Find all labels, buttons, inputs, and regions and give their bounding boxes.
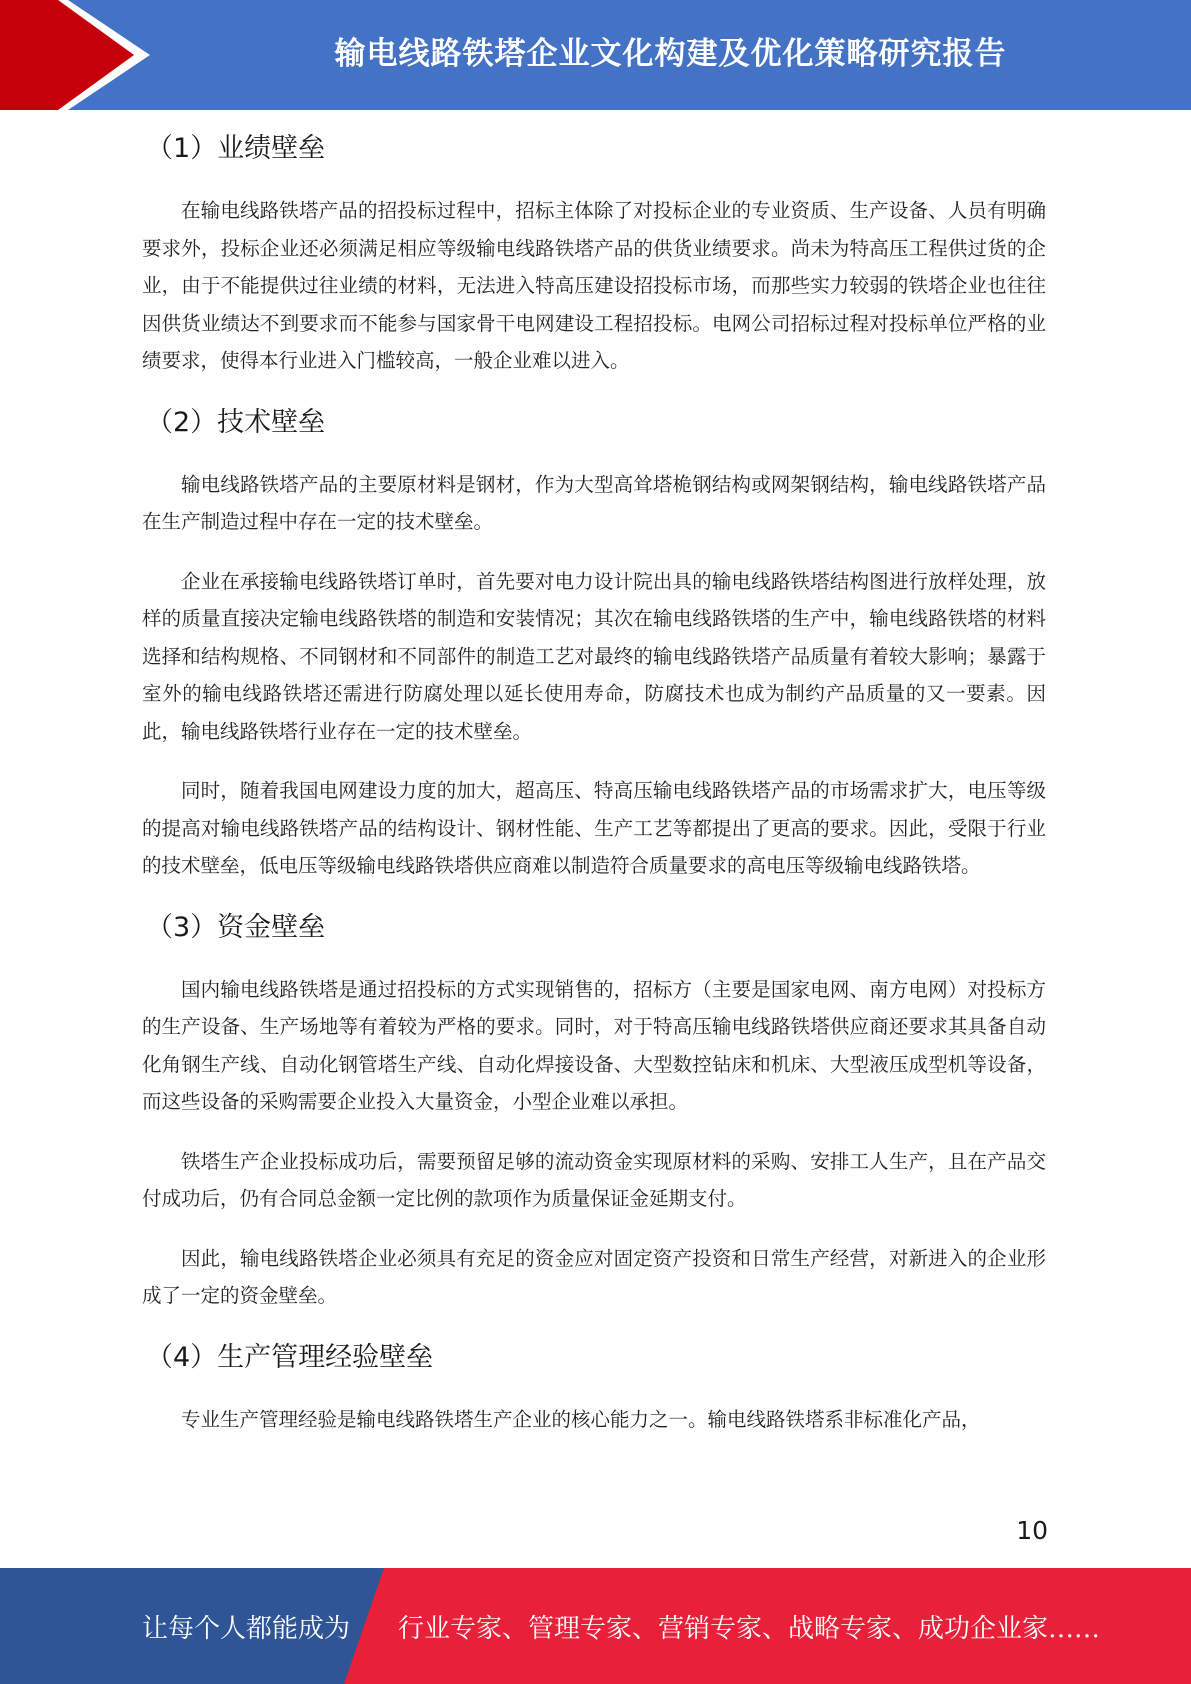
paragraph: 国内输电线路铁塔是通过招投标的方式实现销售的，招标方（主要是国家电网、南方电网）对投标方的生产设备、生产场地等有着较为严格的要求。同时，对于特高压输电线路铁塔供应商还要求其具备自动化角钢生产线、自动化钢管塔生产线、自动化焊接设备、大型数控钻床和机床、大型液压成型机等设备，而这些设备的采购需要企业投入大量资金，小型企业难以承担。	[142, 977, 1046, 1113]
document-body	[142, 118, 1046, 1438]
footer-slogan-left: 让每个人都能成为	[142, 1613, 351, 1644]
paragraph: 在输电线路铁塔产品的招投标过程中，招标主体除了对投标企业的专业资质、生产设备、人员有明确要求外，投标企业还必须满足相应等级输电线路铁塔产品的供货业绩要求。尚未为特高压工程供过货的企业，由于不能提供过往业绩的材料，无法进入特高压建设招投标市场，而那些实力较弱的铁塔企业也往往因供货业绩达不到要求而不能参与国家骨干电网建设工程招投标。电网公司招标过程对投标单位严格的业绩要求，使得本行业进入门槛较高，一般企业难以进入。	[142, 199, 1046, 372]
page-number: 10	[1016, 1516, 1048, 1545]
section-heading: （3）资金壁垒	[146, 911, 326, 943]
paragraph: 输电线路铁塔产品的主要原材料是钢材，作为大型高耸塔桅钢结构或网架钢结构，输电线路铁塔产品在生产制造过程中存在一定的技术壁垒。	[142, 472, 1046, 533]
page-footer	[0, 1568, 1191, 1684]
section-heading: （4）生产管理经验壁垒	[146, 1341, 434, 1373]
paragraph: 铁塔生产企业投标成功后，需要预留足够的流动资金实现原材料的采购、安排工人生产，且在产品交付成功后，仍有合同总金额一定比例的款项作为质量保证金延期支付。	[142, 1149, 1046, 1210]
page-header	[0, 0, 1191, 110]
footer-slogan-right: 行业专家、管理专家、营销专家、战略专家、成功企业家……	[398, 1613, 1101, 1644]
paragraph: 同时，随着我国电网建设力度的加大，超高压、特高压输电线路铁塔产品的市场需求扩大，电压等级的提高对输电线路铁塔产品的结构设计、钢材性能、生产工艺等都提出了更高的要求。因此，受限于行业的技术壁垒，低电压等级输电线路铁塔供应商难以制造符合质量要求的高电压等级输电线路铁塔。	[142, 779, 1046, 877]
header-title: 输电线路铁塔企业文化构建及优化策略研究报告	[334, 35, 1007, 72]
red-chevron-icon	[0, 0, 160, 110]
paragraph: 企业在承接输电线路铁塔订单时，首先要对电力设计院出具的输电线路铁塔结构图进行放样处理，放样的质量直接决定输电线路铁塔的制造和安装情况；其次在输电线路铁塔的生产中，输电线路铁塔的材料选择和结构规格、不同钢材和不同部件的制造工艺对最终的输电线路铁塔产品质量有着较大影响；暴露于室外的输电线路铁塔还需进行防腐处理以延长使用寿命，防腐技术也成为制约产品质量的又一要素。因此，输电线路铁塔行业存在一定的技术壁垒。	[142, 569, 1046, 743]
section-heading: （1）业绩壁垒	[146, 133, 326, 164]
section-heading: （2）技术壁垒	[146, 406, 326, 438]
paragraph: 因此，输电线路铁塔企业必须具有充足的资金应对固定资产投资和日常生产经营，对新进入的企业形成了一定的资金壁垒。	[142, 1246, 1046, 1307]
paragraph: 专业生产管理经验是输电线路铁塔生产企业的核心能力之一。输电线路铁塔系非标准化产品，	[181, 1407, 981, 1431]
